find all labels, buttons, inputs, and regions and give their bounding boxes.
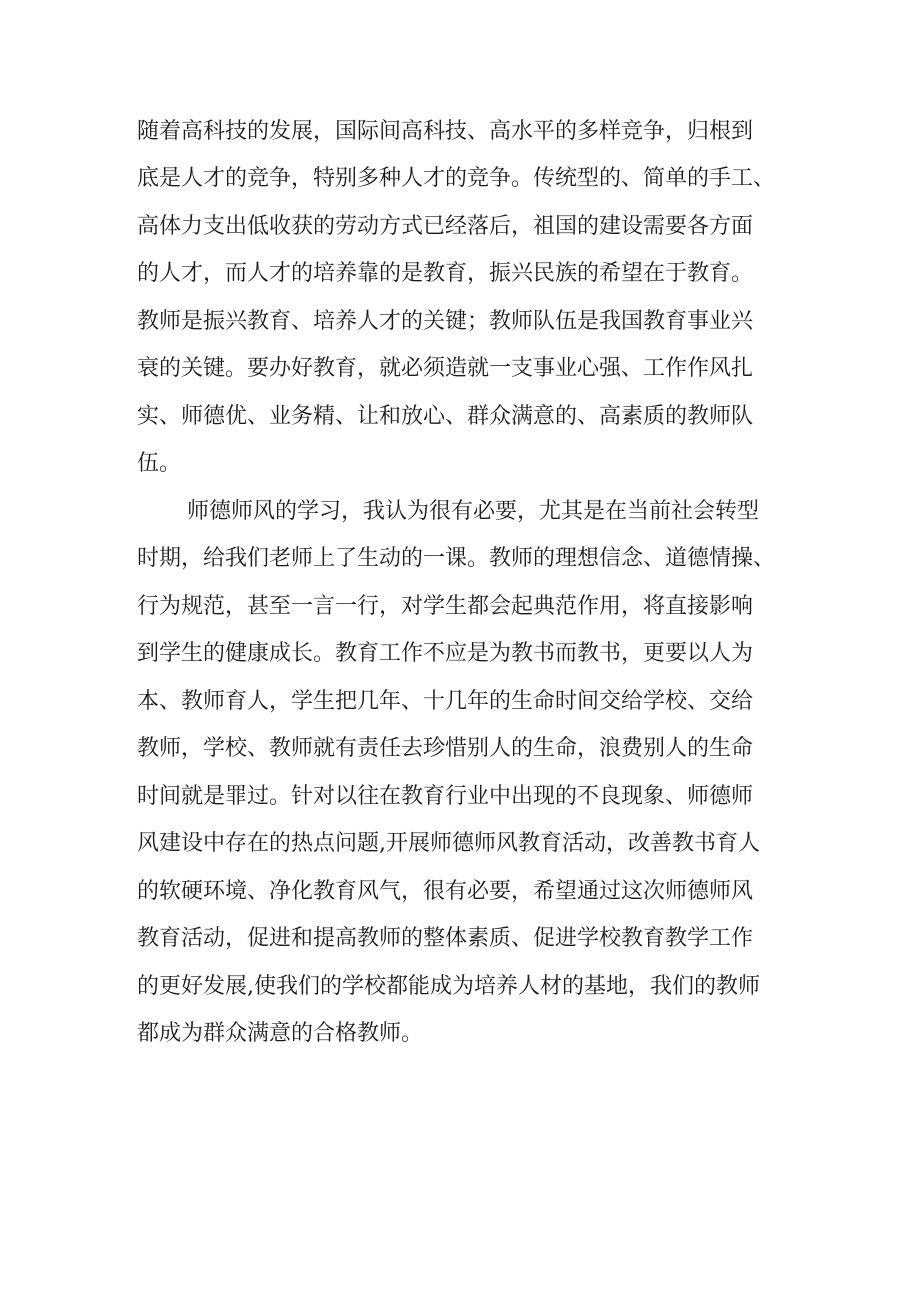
text-line: 行为规范，甚至一言一行，对学生都会起典范作用，将直接影响 [137, 594, 754, 619]
text-line: 都成为群众满意的合格教师。 [137, 1021, 424, 1046]
text-line: 教师，学校、教师就有责任去珍惜别人的生命，浪费别人的生命 [137, 736, 754, 761]
text-line: 底是人才的竞争，特别多种人才的竞争。传统型的、简单的手工、 [137, 166, 776, 191]
paragraph-first-line: 师德师风的学习，我认为很有必要，尤其是在当前社会转型 [187, 499, 760, 524]
text-line: 衰的关键。要办好教育，就必须造就一支事业心强、工作作风扎 [137, 356, 754, 381]
text-line: 教师是振兴教育、培养人才的关键；教师队伍是我国教育事业兴 [137, 309, 754, 334]
text-line: 伍。 [137, 451, 182, 476]
text-line: 随着高科技的发展，国际间高科技、高水平的多样竞争，归根到 [137, 119, 754, 144]
text-line: 高体力支出低收获的劳动方式已经落后，祖国的建设需要各方面 [137, 214, 754, 239]
text-line: 风建设中存在的热点问题,开展师德师风教育活动，改善教书育人 [137, 831, 760, 856]
text-line: 的软硬环境、净化教育风气，很有必要，希望通过这次师德师风 [137, 879, 754, 904]
text-line: 时间就是罪过。针对以往在教育行业中出现的不良现象、师德师 [137, 784, 754, 809]
text-line: 的人才，而人才的培养靠的是教育，振兴民族的希望在于教育。 [137, 261, 754, 286]
text-line: 本、教师育人，学生把几年、十几年的生命时间交给学校、交给 [137, 689, 754, 714]
text-line: 实、师德优、业务精、让和放心、群众满意的、高素质的教师队 [137, 404, 754, 429]
text-line: 教育活动，促进和提高教师的整体素质、促进学校教育教学工作 [137, 926, 754, 951]
text-line: 时期，给我们老师上了生动的一课。教师的理想信念、道德情操、 [137, 546, 776, 571]
text-line: 的更好发展,使我们的学校都能成为培养人材的基地，我们的教师 [137, 974, 760, 999]
text-line: 到学生的健康成长。教育工作不应是为教书而教书，更要以人为 [137, 641, 754, 666]
